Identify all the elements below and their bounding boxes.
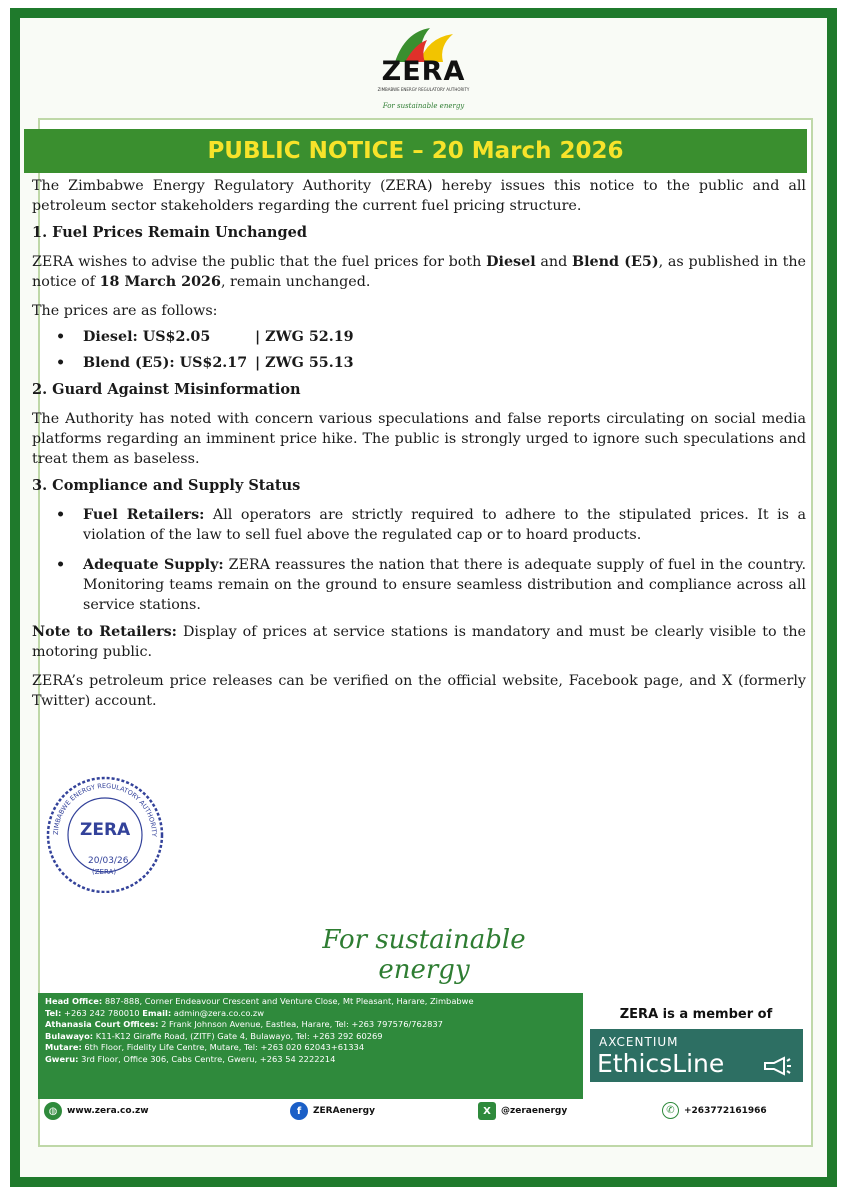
whatsapp-icon: ✆	[662, 1102, 679, 1119]
compliance-item-supply: • Adequate Supply: ZERA reassures the nation that there is adequate supply of fuel in the country. Monitoring teams remain on the ground to ensure seamless distribution and compliance across all service stations.	[32, 555, 806, 615]
x-icon: X	[478, 1102, 496, 1120]
megaphone-icon	[762, 1055, 792, 1077]
logo-tagline: For sustainable energy	[382, 102, 465, 110]
contact-mutare: Mutare: 6th Floor, Fidelity Life Centre, Mutare, Tel: +263 020 62043+61334	[45, 1042, 365, 1053]
contact-bulawayo: Bulawayo: K11-K12 Giraffe Road, (ZITF) Gate 4, Bulawayo, Tel: +263 292 60269	[45, 1030, 383, 1041]
footer-facebook[interactable]: f ZERAenergy	[290, 1102, 375, 1120]
price-item-blend: • Blend (E5): US$2.17 | ZWG 55.13	[32, 353, 806, 373]
stamp-bottom: (ZERA)	[92, 868, 117, 876]
stamp-ring-text: ZIMBABWE ENERGY REGULATORY AUTHORITY	[51, 781, 159, 837]
section-1-paragraph: ZERA wishes to advise the public that the fuel prices for both Diesel and Blend (E5), as published in the notice of 18 March 2026, remain unchanged.	[32, 254, 806, 290]
contact-gweru: Gweru: 3rd Floor, Office 306, Cabs Centre, Gweru, +263 54 2222214	[45, 1053, 336, 1064]
footer	[38, 1101, 808, 1123]
section-3-heading: 3. Compliance and Supply Status	[32, 477, 301, 494]
member-label: ZERA is a member of	[619, 1007, 773, 1022]
ethicsline-name: EthicsLine	[597, 1049, 725, 1078]
contact-tel-email: Tel: +263 242 780010 Email: admin@zera.co.co.zw	[45, 1007, 265, 1018]
contact-athanasia: Athanasia Court Offices: 2 Frank Johnson Avenue, Eastlea, Harare, Tel: +263 797576/762837	[45, 1019, 443, 1030]
compliance-item-retailers: • Fuel Retailers: All operators are strictly required to adhere to the stipulated prices. It is a violation of the law to sell fuel above the regulated cap or to hoard products.	[32, 505, 806, 545]
stamp-date: 20/03/26	[88, 856, 129, 866]
logo-subtitle: ZIMBABWE ENERGY REGULATORY AUTHORITY	[377, 87, 470, 92]
footer-website[interactable]: ◍ www.zera.co.zw	[44, 1102, 149, 1120]
footer-x[interactable]: X @zeraenergy	[478, 1102, 567, 1120]
ethicsline-top: AXCENTIUM	[599, 1035, 679, 1049]
price-item-diesel: • Diesel: US$2.05 | ZWG 52.19	[32, 327, 806, 347]
note-to-retailers: Note to Retailers: Display of prices at service stations is mandatory and must be clearly visible to the motoring public.	[32, 624, 807, 660]
facebook-icon: f	[290, 1102, 308, 1120]
logo-wordmark: ZERA	[381, 56, 466, 87]
ethicsline-badge	[590, 1029, 803, 1082]
title-bar	[24, 129, 807, 173]
notice-body	[32, 176, 806, 711]
official-stamp	[40, 773, 170, 893]
prices-intro: The prices are as follows:	[32, 303, 218, 319]
closing-paragraph: ZERA’s petroleum price releases can be verified on the official website, Facebook page, and X (formerly Twitter) account.	[32, 673, 806, 709]
intro-paragraph: The Zimbabwe Energy Regulatory Authority (ZERA) hereby issues this notice to the public and all petroleum sector stakeholders regarding the current fuel pricing structure.	[32, 178, 806, 214]
section-2-heading: 2. Guard Against Misinformation	[32, 381, 301, 398]
contacts-panel	[38, 993, 583, 1099]
section-1-heading: 1. Fuel Prices Remain Unchanged	[32, 224, 307, 241]
globe-icon: ◍	[44, 1102, 62, 1120]
compliance-list	[32, 505, 806, 615]
price-list	[32, 327, 806, 373]
slogan: For sustainable energy	[322, 925, 526, 985]
stamp-name: ZERA	[80, 820, 131, 840]
contact-head-office: Head Office: 887-888, Corner Endeavour Crescent and Venture Close, Mt Pleasant, Harare, Zimbabwe	[45, 996, 474, 1006]
section-2-paragraph: The Authority has noted with concern various speculations and false reports circulating on social media platforms regarding an imminent price hike. The public is strongly urged to ignore such speculations and treat them as baseless.	[32, 411, 806, 467]
zera-logo	[20, 18, 827, 113]
page-title: PUBLIC NOTICE – 20 March 2026	[207, 138, 624, 164]
footer-whatsapp[interactable]: ✆ +263772161966	[662, 1102, 767, 1119]
